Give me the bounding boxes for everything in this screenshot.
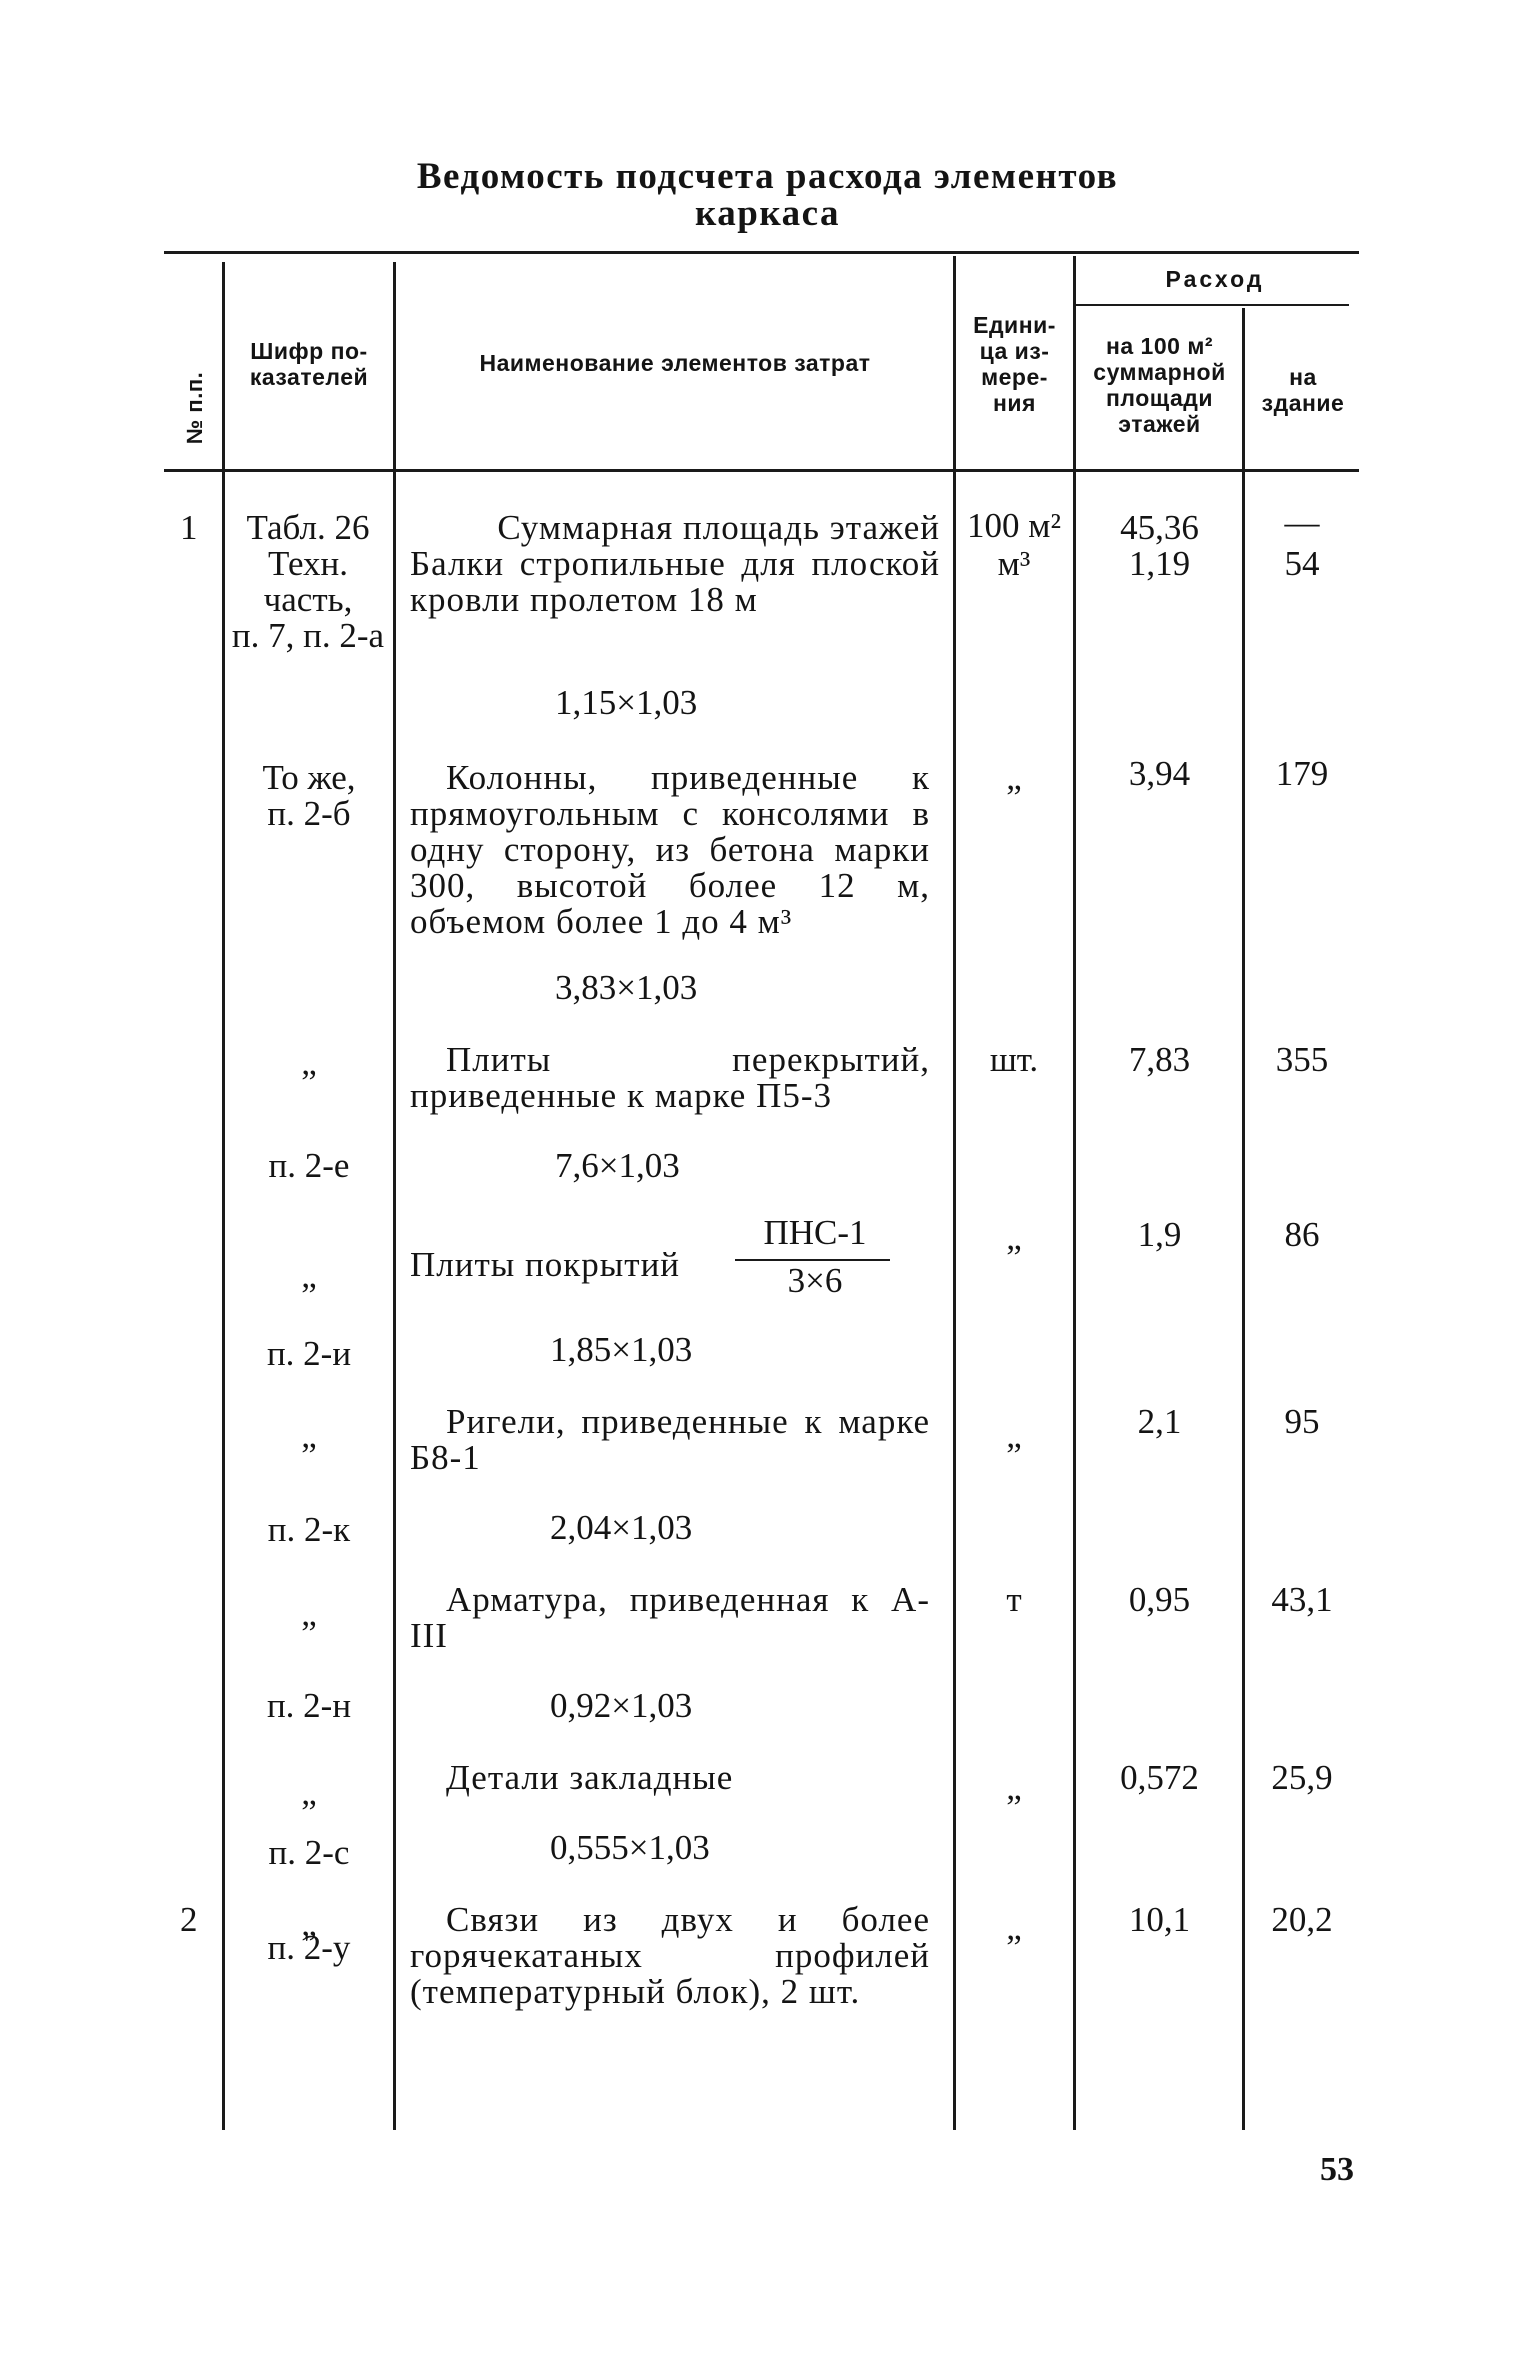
row-per100: 1,19 (1128, 544, 1191, 583)
row-code: То же, п. 2-б (262, 758, 356, 833)
row-formula: 1,15×1,03 (555, 683, 698, 722)
row-per100: 0,95 (1128, 1580, 1191, 1619)
header-name: Наименование элементов затрат (479, 350, 871, 376)
row-num: 1 (180, 508, 198, 547)
row-num: 2 (180, 1900, 198, 1939)
row-code: Табл. 26 Техн. часть, п. 7, п. 2-а (231, 508, 385, 655)
col-divider-4 (1073, 256, 1076, 2130)
header-unit: Едини- ца из- мере- ния (973, 312, 1056, 416)
header-bottom-rule (164, 469, 1359, 472)
row-name: Плиты перекрытий, приведенные к марке П5-3 (410, 1040, 930, 1115)
row-per100: 7,83 (1128, 1040, 1191, 1079)
row-name: Детали закладные (446, 1758, 734, 1797)
row-formula: 7,6×1,03 (555, 1146, 680, 1185)
row-unit: „ (1006, 1416, 1022, 1455)
row-code2: п. 2-и (266, 1334, 352, 1373)
row-name: Ригели, приведенные к марке Б8-1 (410, 1402, 930, 1477)
row-unit: 100 м² (967, 506, 1061, 545)
rashod-rule (1073, 304, 1349, 306)
header-per100: на 100 м² суммарной площади этажей (1093, 333, 1226, 437)
header-num: № п.п. (182, 371, 207, 445)
header-building: на здание (1261, 364, 1345, 416)
row-building: 54 (1284, 544, 1320, 583)
row-name: Связи из двух и более горячекатаных профилей (температурный блок), 2 шт. (410, 1900, 930, 2011)
row-per100: 3,94 (1128, 754, 1191, 793)
row-code: „ п. 2-у (267, 1904, 351, 1967)
row-building: — (1284, 503, 1320, 542)
fraction-denominator: 3×6 (787, 1261, 843, 1300)
row-building: 355 (1275, 1040, 1329, 1079)
row-unit: м³ (997, 544, 1031, 583)
row-code2: п. 2-к (267, 1510, 351, 1549)
row-building: 25,9 (1271, 1758, 1333, 1797)
row-per100: 10,1 (1128, 1900, 1191, 1939)
row-building: 179 (1275, 754, 1329, 793)
row-code: „ (301, 1256, 317, 1295)
row-formula: 0,555×1,03 (550, 1828, 710, 1867)
header-code: Шифр по- казателей (249, 338, 369, 390)
row-per100: 1,9 (1137, 1215, 1182, 1254)
row-name: Балки стропильные для плоской кровли пролетом 18 м (410, 544, 940, 619)
page-title-line2: каркаса (695, 193, 840, 234)
page-title: Ведомость подсчета расхода элементов (416, 156, 1119, 197)
fraction-numerator: ПНС-1 (763, 1213, 867, 1252)
row-name: Арматура, приведенная к А-III (410, 1580, 930, 1655)
header-rashod: Расход (1165, 266, 1265, 292)
row-building: 86 (1284, 1215, 1320, 1254)
row-code: „ (301, 1043, 317, 1082)
row-code2: п. 2-н (266, 1686, 352, 1725)
row-code2: п. 2-е (268, 1146, 350, 1185)
row-unit: шт. (989, 1040, 1039, 1079)
row-code2: п. 2-с (268, 1833, 350, 1872)
table-top-rule (164, 251, 1359, 254)
row-name: Суммарная площадь этажей (497, 508, 940, 547)
row-unit: „ (1006, 1218, 1022, 1257)
row-building: 20,2 (1271, 1900, 1333, 1939)
row-code: „ (301, 1594, 317, 1633)
row-name: Плиты покрытий (410, 1245, 681, 1284)
row-unit: „ (1006, 758, 1022, 797)
page-number: 53 (1320, 2151, 1354, 2188)
row-formula: 1,85×1,03 (550, 1330, 693, 1369)
row-building: 95 (1284, 1402, 1320, 1441)
row-per100: 0,572 (1120, 1758, 1199, 1797)
row-per100: 2,1 (1137, 1402, 1182, 1441)
row-code: „ (301, 1773, 317, 1812)
row-name: Колонны, приведенные к прямоугольным с консолями в одну сторону, из бетона марки 300, высотой более 12 м, объемом более 1 до 4 м³ (410, 758, 930, 941)
row-building: 43,1 (1271, 1580, 1333, 1619)
row-unit: „ (1006, 1768, 1022, 1807)
row-per100: 45,36 (1120, 508, 1199, 547)
row-formula: 2,04×1,03 (550, 1508, 693, 1547)
row-unit: „ (1006, 1908, 1022, 1947)
col-divider-5 (1242, 308, 1245, 2130)
row-code: „ (301, 1416, 317, 1455)
row-formula: 3,83×1,03 (555, 968, 698, 1007)
row-formula: 0,92×1,03 (550, 1686, 693, 1725)
row-unit: т (1006, 1580, 1022, 1619)
